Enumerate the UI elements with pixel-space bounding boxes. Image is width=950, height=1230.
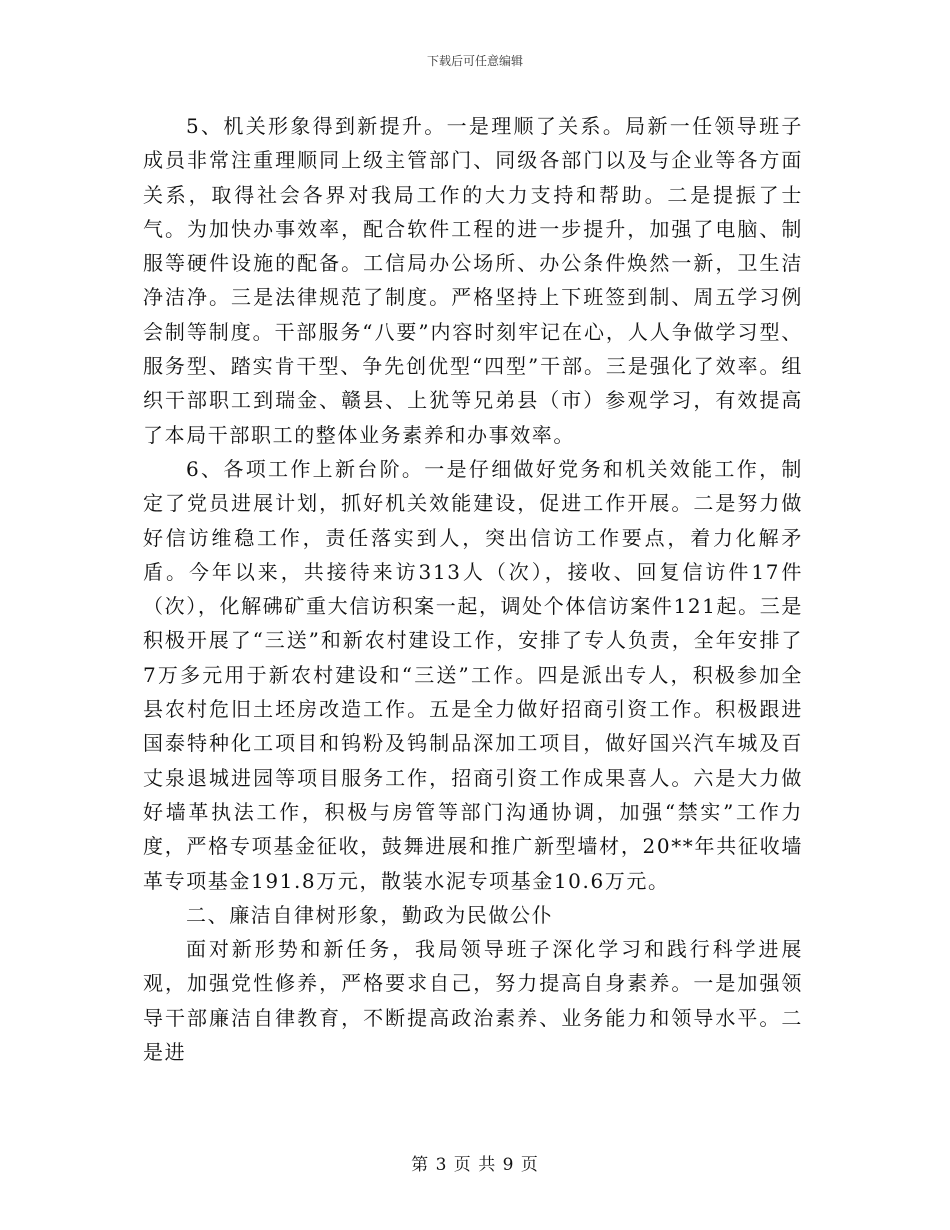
body-paragraph-5: 5、机关形象得到新提升。一是理顺了关系。局新一任领导班子成员非常注重理顺同上级主管部门、同级各部门以及与企业等各方面关系，取得社会各界对我局工作的大力支持和帮助。二是提振了士气。为加快办事效率，配合软件工程的进一步提升，加强了电脑、制服等硬件设施的配备。工信局办公场所、办公条件焕然一新，卫生洁净洁净。三是法律规范了制度。严格坚持上下班签到制、周五学习例会制等制度。干部服务“八要”内容时刻牢记在心，人人争做学习型、服务型、踏实肯干型、争先创优型“四型”干部。三是强化了效率。组织干部职工到瑞金、赣县、上犹等兄弟县（市）参观学习，有效提高了本局干部职工的整体业务素养和办事效率。	[143, 114, 803, 447]
body-paragraph-6: 6、各项工作上新台阶。一是仔细做好党务和机关效能工作，制定了党员进展计划，抓好机关效能建设，促进工作开展。二是努力做好信访维稳工作，责任落实到人，突出信访工作要点，着力化解矛盾。今年以来，共接待来访313人（次），接收、回复信访件17件（次），化解砩矿重大信访积案一起，调处个体信访案件121起。三是积极开展了“三送”和新农村建设工作，安排了专人负责，全年安排了7万多元用于新农村建设和“三送”工作。四是派出专人，积极参加全县农村危旧土坯房改造工作。五是全力做好招商引资工作。积极跟进国泰特种化工项目和钨粉及钨制品深加工项目，做好国兴汽车城及百丈泉退城进园等项目服务工作，招商引资工作成果喜人。六是大力做好墙革执法工作，积极与房管等部门沟通协调，加强“禁实”工作力度，严格专项基金征收，鼓舞进展和推广新型墙材，20**年共征收墙革专项基金191.8万元，散装水泥专项基金10.6万元。	[143, 456, 803, 893]
page-number-footer: 第 3 页 共 9 页	[411, 1155, 539, 1175]
body-paragraph-integrity: 面对新形势和新任务，我局领导班子深化学习和践行科学进展观，加强党性修养，严格要求自己，努力提高自身素养。一是加强领导干部廉洁自律教育，不断提高政治素养、业务能力和领导水平。二是进	[143, 937, 803, 1065]
section-heading: 二、廉洁自律树形象，勤政为民做公仆	[186, 902, 554, 927]
page-header-note: 下载后可任意编辑	[426, 54, 523, 68]
document-body	[143, 109, 803, 1069]
